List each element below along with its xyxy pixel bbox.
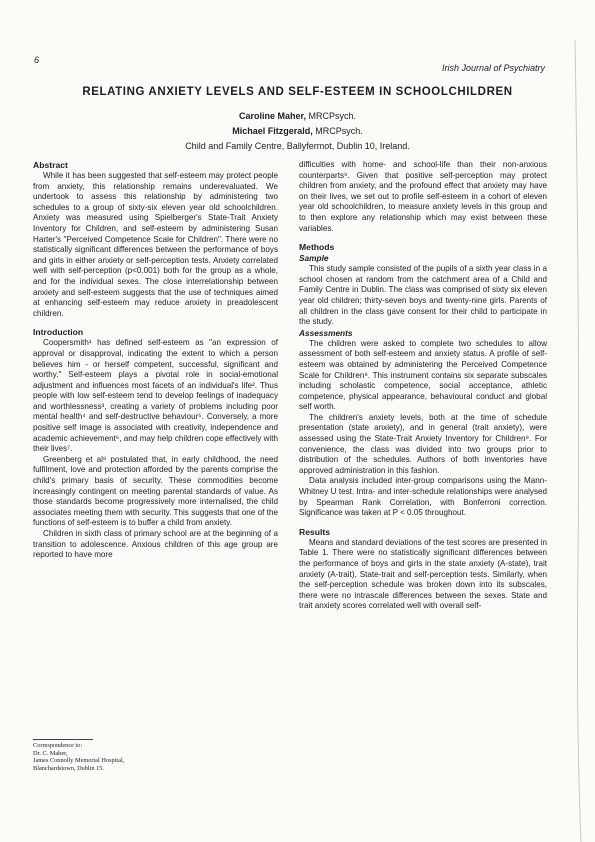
author-1-degree: MRCPsych.	[308, 111, 357, 121]
author-1	[30, 109, 565, 124]
methods-heading: Methods	[299, 242, 335, 253]
results-paragraph: Means and standard deviations of the test scores are presented in Table 1. There were no statistically significant differences between the performance of boys and girls in the state anxiety (A-state), trait anxiety (A-trait), State-trait and self-perception tests. Similarly, when the self-perception schedule was broken down into its subscales, there were no intrascale differences between the sexes. State and trait anxiety scores correlated well with overall self-	[299, 537, 547, 611]
abstract-text: While it has been suggested that self-esteem may protect people from anxiety, this relationship remains underevaluated. We undertook to assess this relationship by administering two schedules to a group of sixty-six eleven year old schoolchildren. Anxiety was measured using Spielberger's State-Trait Anxiety Inventory for Children, and self-esteem by administering Susan Harter's "Perceived Competence Scale for Children". There were no statistically significant differences between the performance of boys and girls in either anxiety or self-perception tests. Anxiety correlated well with self-perception (p<0.001) both for the group as a whole, and for the individual sexes. The close interrelationship between anxiety and self-esteem suggests that the use of techniques aimed at enhancing self-esteem may reduce anxiety in preadolescent children.	[33, 171, 278, 318]
sample-heading: Sample	[299, 253, 329, 264]
footnote-line-1: Correspondence to:	[33, 742, 83, 749]
assessments-paragraph-2: The children's anxiety levels, both at the time of schedule presentation (state anxiety), and in general (trait anxiety), were assessed using the State-Trait Anxiety Inventory for Children⁹. For convenience, the class was divided into two groups prior to distribution of the schedules. Authors of both inventories have approved administration in this fashion.	[299, 412, 547, 475]
author-2-name: Michael Fitzgerald,	[232, 126, 313, 136]
assessments-paragraph-3: Data analysis included inter-group comparisons using the Mann-Whitney U test. Intra- and inter-schedule relationships were analysed by Spearman Rank Correlation, with Bonferroni correction. Significance was taken at P < 0.05 throughout.	[299, 476, 547, 518]
introduction-paragraph-1: Coopersmith¹ has defined self-esteem as "an expression of approval or disapproval, indicating the extent to which a person believes him - or herself competent, successful, significant and worthy." Self-esteem plays a pivotal role in social-emotional adjustment and influences most facets of an individual's life². Thus people with low self-esteem tend to develop feelings of inadequacy and worthlessness³, creating a variety of problems including poor mental health⁴ and self-destructive behaviour⁵. Conversely, a more positive self image is associated with creativity, independence and academic achievement⁶, and may help children cope effectively with their lives⁷.	[33, 338, 278, 454]
footnote-line-3: James Connolly Memorial Hospital,	[33, 757, 125, 765]
page-edge-shadow	[567, 40, 595, 842]
author-2-degree: MRCPsych.	[315, 126, 363, 136]
introduction-continued: difficulties with home- and school-life than their non-anxious counterparts⁹. Given that positive self-perception may protect children from anxiety, and the profound effect that anxiety may have on their lives, we set out to profile self-esteem in a cohort of eleven year old schoolchildren, to measure anxiety levels in this group and to then explore any relationship which may exist between these variables.	[299, 160, 547, 233]
author-block	[30, 109, 565, 154]
introduction-heading: Introduction	[33, 327, 84, 338]
author-1-name: Caroline Maher,	[238, 111, 306, 121]
footnote-rule	[33, 739, 93, 740]
assessments-paragraph-1: The children were asked to complete two schedules to allow assessment of both self-esteem and anxiety status. A profile of self-esteem was obtained by administering the Perceived Competence Scale for Children⁸. This instrument contains six separate subscales including scholastic competence, social acceptance, athletic competence, physical appearance, behavioural conduct and global self worth.	[299, 338, 547, 412]
author-2	[30, 124, 565, 139]
footnote-line-4: Blanchardstown, Dublin 15.	[33, 764, 105, 772]
page-number: 6	[34, 55, 40, 65]
abstract-heading: Abstract	[33, 160, 68, 170]
results-heading: Results	[299, 526, 331, 537]
affiliation: Child and Family Centre, Ballyfermot, Dublin 10, Ireland.	[185, 141, 410, 151]
footnote-line-2: Dr. C. Maher,	[33, 749, 68, 757]
article-title: RELATING ANXIETY LEVELS AND SELF-ESTEEM IN SCHOOLCHILDREN	[82, 86, 513, 98]
correspondence-footnote	[33, 739, 153, 772]
journal-name: Irish Journal of Psychiatry	[441, 63, 545, 73]
sample-paragraph: This study sample consisted of the pupils of a sixth year class in a school chosen at random from the catchment area of a Child and Family Centre in Dublin. The class was comprised of sixty six eleven year old children; thirty-seven boys and twenty-nine girls. Parents of all children in the class gave consent for their child to participate in the study.	[299, 264, 547, 327]
introduction-paragraph-3: Children in sixth class of primary school are at the beginning of a transition to adolescence. Anxious children of this age group are reported to have more	[33, 529, 278, 560]
introduction-paragraph-2: Greenberg et al⁸ postulated that, in early childhood, the need fulfilment, love and protection afforded by the parents comprise the child's primary basis of security. These commodities become increasingly contingent on meeting parental standards of value. As those standards become progressively more internalised, the child associates meeting them with security. This suggests that one of the functions of self-esteem is to buffer a child from anxiety.	[33, 454, 278, 528]
right-column	[299, 160, 547, 612]
left-column	[33, 160, 278, 561]
assessments-heading: Assessments	[299, 327, 353, 338]
